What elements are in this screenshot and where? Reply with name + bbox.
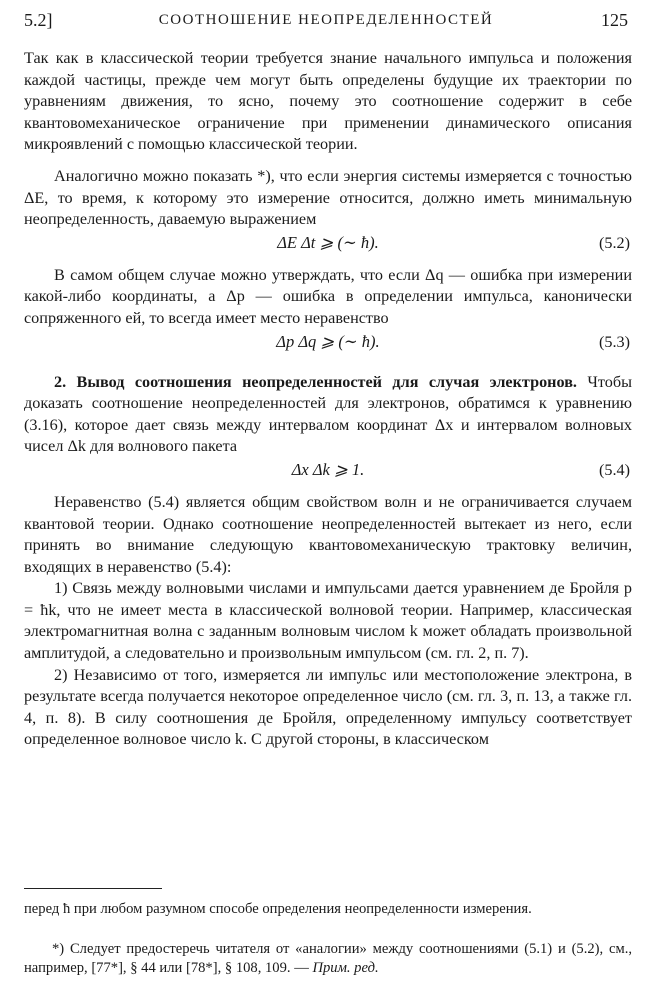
- equation-formula: ΔE Δt ⩾ (∼ ħ).: [277, 232, 379, 252]
- equation-number: (5.4): [598, 460, 630, 479]
- paragraph: 2) Независимо от того, измеряется ли импульс или местоположение электрона, в результате всегда получается некоторое определенное число (см. гл. 3, п. 13, а также гл. 4, п. 8). В силу соотношения де Бройля, определенному импульсу соответствует определенное волновое число k. С другой стороны, в классическом: [24, 665, 632, 749]
- footnote: [24, 940, 632, 978]
- running-header: [24, 10, 628, 32]
- running-title: СООТНОШЕНИЕ НЕОПРЕДЕЛЕННОСТЕЙ: [158, 12, 494, 28]
- footnote-text: *) Следует предостеречь читателя от «аналогии» между соотношениями (5.1) и (5.2), см., например, [77*], § 44 или [78*], § 108, 109. —: [24, 941, 632, 976]
- equation-formula: Δx Δk ⩾ 1.: [291, 459, 365, 479]
- paragraph: Так как в классической теории требуется знание начального импульса и положения каждой частицы, прежде чем могут быть определены будущие их траектории по уравнениям движения, то ясно, почему это соотношение содержит в себе квантовомеханическое ограничение при применении динамического описания микроявлений с помощью классической теории.: [24, 49, 632, 154]
- equation-5-3: [24, 330, 632, 354]
- paragraph-text: Чтобы доказать соотношение неопределенностей для электронов, обратимся к уравнению (3.16), которое дает связь между интервалом координат Δx и интервалом волновых чисел Δk для волнового пакета: [24, 372, 632, 456]
- section-number: 5.2]: [24, 10, 53, 30]
- footnote-rule: [24, 888, 162, 889]
- paragraph: Аналогично можно показать *), что если энергия системы измеряется с точностью ΔE, то время, к которому это измерение относится, должно иметь минимальную неопределенность, даваемую выражением: [24, 166, 632, 229]
- equation-5-2: [24, 231, 632, 255]
- footnote-continuation: перед ħ при любом разумном способе определения неопределенности измерения.: [24, 901, 532, 917]
- paragraph: Неравенство (5.4) является общим свойством волн и не ограничивается случаем квантовой теории. Однако соотношение неопределенностей вытекает из него, если принять во внимание следующую квантовомеханическую трактовку величин, входящих в неравенство (5.4):: [24, 492, 632, 576]
- equation-number: (5.2): [598, 233, 630, 252]
- main-text: [24, 48, 632, 751]
- equation-number: (5.3): [598, 332, 630, 351]
- page-number: 125: [601, 10, 628, 30]
- equation-5-4: [24, 458, 632, 482]
- section-paragraph: [24, 372, 632, 458]
- equation-formula: Δp Δq ⩾ (∼ ħ).: [276, 331, 380, 351]
- editor-note: Прим. ред.: [312, 960, 379, 976]
- paragraph: В самом общем случае можно утверждать, что если Δq — ошибка при измерении какой-либо координаты, а Δp — ошибка в определении импульса, канонически сопряженного ей, то всегда имеет место неравенство: [24, 265, 632, 327]
- paragraph: 1) Связь между волновыми числами и импульсами дается уравнением де Бройля p = ħk, что не имеет места в классической волновой теории. Например, классическая электромагнитная волна с заданным волновым числом k может обладать произвольной амплитудой, а следовательно и произвольным импульсом (см. гл. 2, п. 7).: [24, 579, 632, 663]
- section-heading: 2. Вывод соотношения неопределенностей для случая электронов.: [54, 372, 577, 391]
